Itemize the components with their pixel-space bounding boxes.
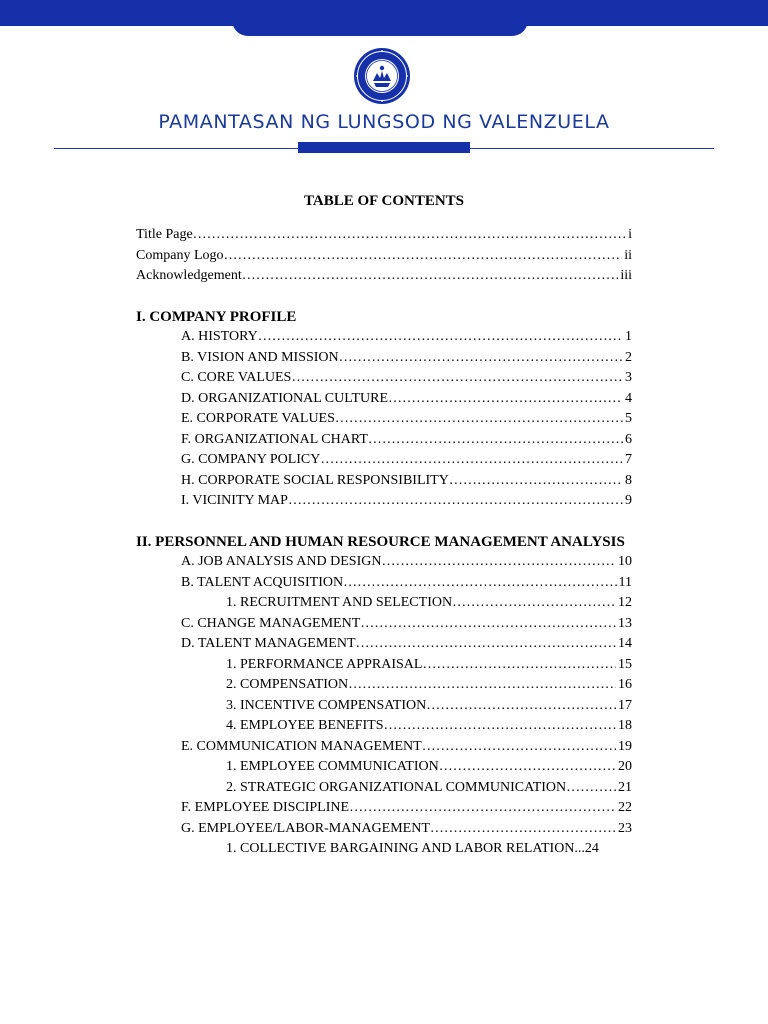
toc-entry <box>136 225 632 246</box>
toc-entry-label: D. ORGANIZATIONAL CULTURE <box>181 390 389 406</box>
toc-page-number: 9 <box>625 493 632 508</box>
toc-entry-label: A. HISTORY <box>181 329 258 344</box>
toc-leader-dots <box>258 327 623 348</box>
toc-leader-dots <box>339 348 623 369</box>
toc-entry-label: G. EMPLOYEE/LABOR-MANAGEMENT <box>181 820 430 836</box>
toc-entry <box>136 430 632 451</box>
toc-entry <box>136 389 632 410</box>
toc-page-number: 8 <box>625 472 632 488</box>
toc-entry-label: 3. INCENTIVE COMPENSATION <box>226 697 427 713</box>
toc-page-number: 20 <box>618 759 632 774</box>
toc-page-number: 2 <box>625 349 632 365</box>
toc-page-number: i <box>628 227 632 242</box>
toc-page-number: 5 <box>625 411 632 426</box>
toc-entry-label: F. ORGANIZATIONAL CHART <box>181 431 368 447</box>
toc-page-number: 21 <box>618 779 632 795</box>
toc-leader-dots <box>381 552 616 573</box>
toc-page-number: 11 <box>618 574 632 590</box>
header-rule-accent <box>298 142 470 153</box>
toc-entry <box>136 450 632 471</box>
toc-page-number: iii <box>620 268 632 283</box>
header-tab <box>232 0 528 36</box>
toc-leader-dots <box>193 225 626 246</box>
toc-entry-label: C. CORE VALUES <box>181 370 292 385</box>
toc-entry <box>136 655 632 676</box>
toc-entry-label: Company Logo <box>136 247 224 263</box>
toc-leader-dots <box>384 716 617 737</box>
toc-page-number: 7 <box>625 452 632 467</box>
toc-page-number: 19 <box>618 738 632 754</box>
university-seal-logo <box>353 47 411 105</box>
toc-entry-label: Acknowledgement <box>136 268 242 283</box>
toc-leader-dots <box>320 450 623 471</box>
toc-leader-dots <box>449 471 623 492</box>
toc-entry-label: Title Page <box>136 227 193 242</box>
toc-leader-dots <box>422 655 616 676</box>
toc-leader-dots <box>348 675 616 696</box>
toc-page-number: 17 <box>618 697 632 713</box>
toc-entry <box>136 409 632 430</box>
toc-entry <box>136 696 632 717</box>
toc-entry <box>136 634 632 655</box>
toc-leader-dots <box>439 757 616 778</box>
toc-entry-label: D. TALENT MANAGEMENT <box>181 636 356 651</box>
toc-entry <box>136 614 632 635</box>
toc-section-heading: I. COMPANY PROFILE <box>136 308 297 325</box>
toc-leader-dots <box>224 246 623 267</box>
toc-entry-label: G. COMPANY POLICY <box>181 452 321 467</box>
toc-entry <box>136 757 632 778</box>
toc-page-number: 4 <box>625 390 632 406</box>
toc-entry <box>136 778 632 799</box>
toc-entry <box>136 471 632 492</box>
toc-entry-label: 1. EMPLOYEE COMMUNICATION <box>226 759 439 774</box>
toc-entry-label: 1. PERFORMANCE APPRAISAL <box>226 656 423 672</box>
toc-entry <box>136 839 632 860</box>
toc-entry <box>136 798 632 819</box>
toc-page-number: 18 <box>618 718 632 733</box>
toc-entry-label: C. CHANGE MANAGEMENT <box>181 615 361 631</box>
toc-page-number: 13 <box>618 615 632 631</box>
toc-entry-label: 2. COMPENSATION <box>226 677 349 692</box>
toc-entry <box>136 552 632 573</box>
toc-page-number: 12 <box>618 595 632 610</box>
toc-page-number: 15 <box>618 656 632 672</box>
toc-entry <box>136 246 632 267</box>
toc-section-heading: II. PERSONNEL AND HUMAN RESOURCE MANAGEMENT ANALYSIS <box>136 533 625 550</box>
toc-entry-label: I. VICINITY MAP <box>181 493 288 508</box>
toc-leader-dots <box>566 778 616 799</box>
toc-leader-dots <box>335 409 623 430</box>
toc-leader-dots <box>288 491 623 512</box>
toc-title: TABLE OF CONTENTS <box>303 193 465 209</box>
toc-leader-dots <box>343 573 616 594</box>
table-of-contents <box>136 225 632 860</box>
toc-entry-label: F. EMPLOYEE DISCIPLINE <box>181 800 350 815</box>
toc-page-number: ii <box>624 247 632 263</box>
toc-leader-dots <box>430 819 616 840</box>
toc-leader-dots <box>291 368 623 389</box>
toc-entry-label: B. TALENT ACQUISITION <box>181 574 344 590</box>
toc-leader-dots <box>452 593 616 614</box>
toc-entry <box>136 819 632 840</box>
toc-page-number: 6 <box>625 431 632 447</box>
toc-entry-label: H. CORPORATE SOCIAL RESPONSIBILITY <box>181 472 449 488</box>
toc-entry <box>136 491 632 512</box>
toc-leader-dots <box>388 389 623 410</box>
toc-leader-dots <box>356 634 616 655</box>
toc-entry <box>136 266 632 287</box>
toc-entry-label: 1. RECRUITMENT AND SELECTION <box>226 595 453 610</box>
toc-entry <box>136 675 632 696</box>
toc-page-number: 14 <box>618 636 632 651</box>
toc-entry-label: 2. STRATEGIC ORGANIZATIONAL COMMUNICATION <box>226 779 567 795</box>
toc-page-number: 3 <box>625 370 632 385</box>
toc-leader-dots <box>422 737 616 758</box>
toc-entry <box>136 368 632 389</box>
toc-entry-label: E. COMMUNICATION MANAGEMENT <box>181 738 422 754</box>
toc-entry <box>136 348 632 369</box>
toc-leader-dots <box>426 696 616 717</box>
toc-page-number: 10 <box>618 554 632 569</box>
toc-leader-dots <box>242 266 619 287</box>
toc-leader-dots <box>349 798 616 819</box>
toc-entry <box>136 573 632 594</box>
toc-page-number: 23 <box>618 820 632 836</box>
toc-entry-label: A. JOB ANALYSIS AND DESIGN <box>181 554 382 569</box>
toc-entry <box>136 327 632 348</box>
toc-page-number: 1 <box>625 329 632 344</box>
toc-page-number: 22 <box>618 800 632 815</box>
toc-page-number: 24 <box>584 841 599 856</box>
toc-leader-dots <box>368 430 623 451</box>
toc-entry-label: 1. COLLECTIVE BARGAINING AND LABOR RELATION... <box>226 841 585 856</box>
toc-leader-dots <box>360 614 616 635</box>
toc-entry-label: E. CORPORATE VALUES <box>181 411 335 426</box>
toc-entry <box>136 716 632 737</box>
university-name: PAMANTASAN NG LUNGSOD NG VALENZUELA <box>158 111 610 133</box>
toc-entry <box>136 593 632 614</box>
toc-entry-label: 4. EMPLOYEE BENEFITS <box>226 718 384 733</box>
toc-page-number: 16 <box>618 677 632 692</box>
toc-entry <box>136 737 632 758</box>
toc-entry-label: B. VISION AND MISSION <box>181 349 339 365</box>
